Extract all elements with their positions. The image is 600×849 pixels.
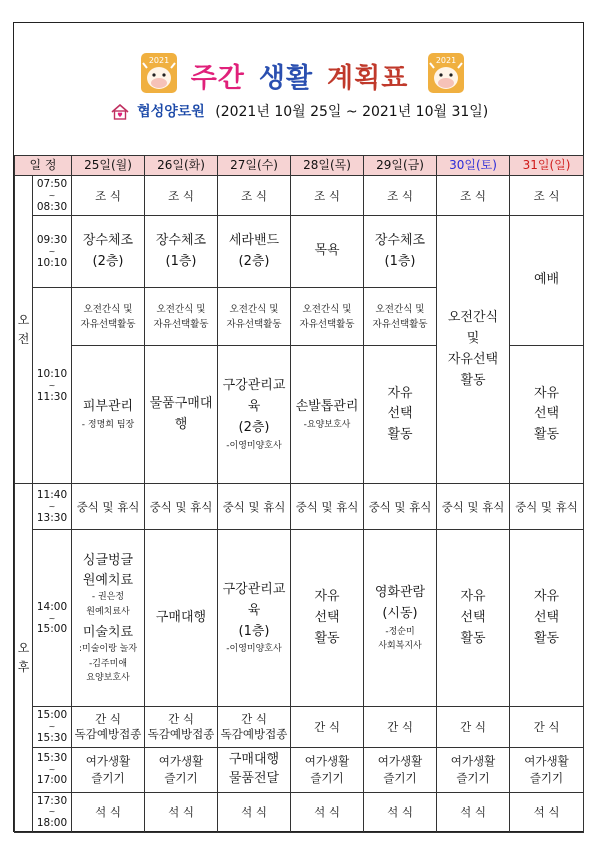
table-row xyxy=(15,176,584,216)
activity-cell: 구강관리교육 (1층) -이영미양호사 xyxy=(218,530,291,707)
day-sat: 30일(토) xyxy=(437,156,510,176)
activity-cell: 구매대행 xyxy=(145,530,218,707)
lunch-cell: 중식 및 휴식 xyxy=(145,484,218,530)
dinner-cell: 석 식 xyxy=(291,792,364,832)
free-choice-cell: 자유 선택 활동 xyxy=(437,530,510,707)
pm-label: 오 후 xyxy=(15,484,33,832)
time-cell: 07:50 ~ 08:30 xyxy=(33,176,72,216)
free-choice-cell: 자유 선택 활동 xyxy=(510,530,584,707)
facility-name: 협성양로원 xyxy=(137,104,205,120)
am-label: 오 전 xyxy=(15,176,33,484)
lunch-cell: 중식 및 휴식 xyxy=(291,484,364,530)
day-thu: 28일(목) xyxy=(291,156,364,176)
activity-cell: 장수체조 (1층) xyxy=(364,216,437,288)
time-cell: 17:30 ~ 18:00 xyxy=(33,792,72,832)
day-sun: 31일(일) xyxy=(510,156,584,176)
page-frame xyxy=(13,22,584,832)
snack-cell: 간 식 독감예방접종 xyxy=(218,707,291,747)
day-mon: 25일(월) xyxy=(72,156,145,176)
activity-cell: 세라밴드 (2층) xyxy=(218,216,291,288)
header xyxy=(14,23,585,153)
snack-cell: 간 식 독감예방접종 xyxy=(145,707,218,747)
activity-cell: 장수체조 (2층) xyxy=(72,216,145,288)
breakfast-cell: 조 식 xyxy=(291,176,364,216)
leisure-cell: 여가생활 즐기기 xyxy=(364,747,437,792)
free-choice-cell: 자유 선택 활동 xyxy=(291,530,364,707)
table-row xyxy=(15,707,584,747)
time-cell: 11:40 ~ 13:30 xyxy=(33,484,72,530)
leisure-cell: 여가생활 즐기기 xyxy=(145,747,218,792)
leisure-cell: 여가생활 즐기기 xyxy=(72,747,145,792)
leisure-cell: 여가생활 즐기기 xyxy=(291,747,364,792)
snack-cell: 오전간식 및 자유선택활동 xyxy=(218,288,291,346)
page-title: 주간 생활 계획표 xyxy=(190,63,409,94)
activity-cell: 싱글벙글 원예치료 - 권은정 원예치료사 미술치료 :미술이랑 놀자 -김주미애 요양보호사 xyxy=(72,530,145,707)
table-row xyxy=(15,530,584,707)
breakfast-cell: 조 식 xyxy=(145,176,218,216)
activity-cell: 손발톱관리 -요양보호사 xyxy=(291,346,364,484)
dinner-cell: 석 식 xyxy=(437,792,510,832)
day-tue: 26일(화) xyxy=(145,156,218,176)
breakfast-cell: 조 식 xyxy=(510,176,584,216)
lunch-cell: 중식 및 휴식 xyxy=(510,484,584,530)
snack-cell: 간 식 xyxy=(291,707,364,747)
breakfast-cell: 조 식 xyxy=(218,176,291,216)
activity-cell: 장수체조 (1층) xyxy=(145,216,218,288)
snack-cell: 간 식 xyxy=(437,707,510,747)
free-choice-cell: 자유 선택 활동 xyxy=(364,346,437,484)
table-row xyxy=(15,747,584,792)
snack-cell: 간 식 xyxy=(364,707,437,747)
time-cell: 10:10 ~ 11:30 xyxy=(33,288,72,484)
lunch-cell: 중식 및 휴식 xyxy=(364,484,437,530)
dinner-cell: 석 식 xyxy=(364,792,437,832)
free-choice-cell: 자유 선택 활동 xyxy=(510,346,584,484)
activity-cell: 목욕 xyxy=(291,216,364,288)
table-row xyxy=(15,484,584,530)
breakfast-cell: 조 식 xyxy=(437,176,510,216)
date-range: (2021년 10월 25일 ~ 2021년 10월 31일) xyxy=(215,104,489,120)
worship-cell: 예배 xyxy=(510,216,584,346)
lunch-cell: 중식 및 휴식 xyxy=(437,484,510,530)
time-cell: 14:00 ~ 15:00 xyxy=(33,530,72,707)
dinner-cell: 석 식 xyxy=(510,792,584,832)
dinner-cell: 석 식 xyxy=(72,792,145,832)
dinner-cell: 석 식 xyxy=(218,792,291,832)
svg-text:2021: 2021 xyxy=(435,56,457,65)
snack-cell: 오전간식 및 자유선택활동 xyxy=(291,288,364,346)
leisure-cell: 여가생활 즐기기 xyxy=(437,747,510,792)
lunch-cell: 중식 및 휴식 xyxy=(218,484,291,530)
day-fri: 29일(금) xyxy=(364,156,437,176)
leisure-cell: 여가생활 즐기기 xyxy=(510,747,584,792)
day-wed: 27일(수) xyxy=(218,156,291,176)
snack-cell: 간 식 독감예방접종 xyxy=(72,707,145,747)
schedule-table xyxy=(14,155,584,833)
activity-cell: 구강관리교육 (2층) -이영미양호사 xyxy=(218,346,291,484)
subtitle xyxy=(14,101,585,121)
table-row xyxy=(15,792,584,832)
weekend-am-cell: 오전간식 및 자유선택 활동 xyxy=(437,216,510,484)
lunch-cell: 중식 및 휴식 xyxy=(72,484,145,530)
snack-cell: 오전간식 및 자유선택활동 xyxy=(145,288,218,346)
dinner-cell: 석 식 xyxy=(145,792,218,832)
snack-cell: 간 식 xyxy=(510,707,584,747)
breakfast-cell: 조 식 xyxy=(72,176,145,216)
snack-cell: 오전간식 및 자유선택활동 xyxy=(364,288,437,346)
ox-mascot-icon xyxy=(426,51,466,95)
activity-cell: 물품구매대행 xyxy=(145,346,218,484)
time-cell: 15:00 ~ 15:30 xyxy=(33,707,72,747)
breakfast-cell: 조 식 xyxy=(364,176,437,216)
activity-cell: 영화관람 (시동) -정순미 사회복지사 xyxy=(364,530,437,707)
snack-cell: 오전간식 및 자유선택활동 xyxy=(72,288,145,346)
table-row xyxy=(15,216,584,288)
home-heart-icon xyxy=(111,104,129,120)
activity-cell: 구매대행 물품전달 xyxy=(218,747,291,792)
time-cell: 09:30 ~ 10:10 xyxy=(33,216,72,288)
col-schedule: 일 정 xyxy=(15,156,72,176)
svg-text:2021: 2021 xyxy=(148,56,170,65)
time-cell: 15:30 ~ 17:00 xyxy=(33,747,72,792)
header-row xyxy=(15,156,584,176)
activity-cell: 피부관리 - 정명희 팀장 xyxy=(72,346,145,484)
